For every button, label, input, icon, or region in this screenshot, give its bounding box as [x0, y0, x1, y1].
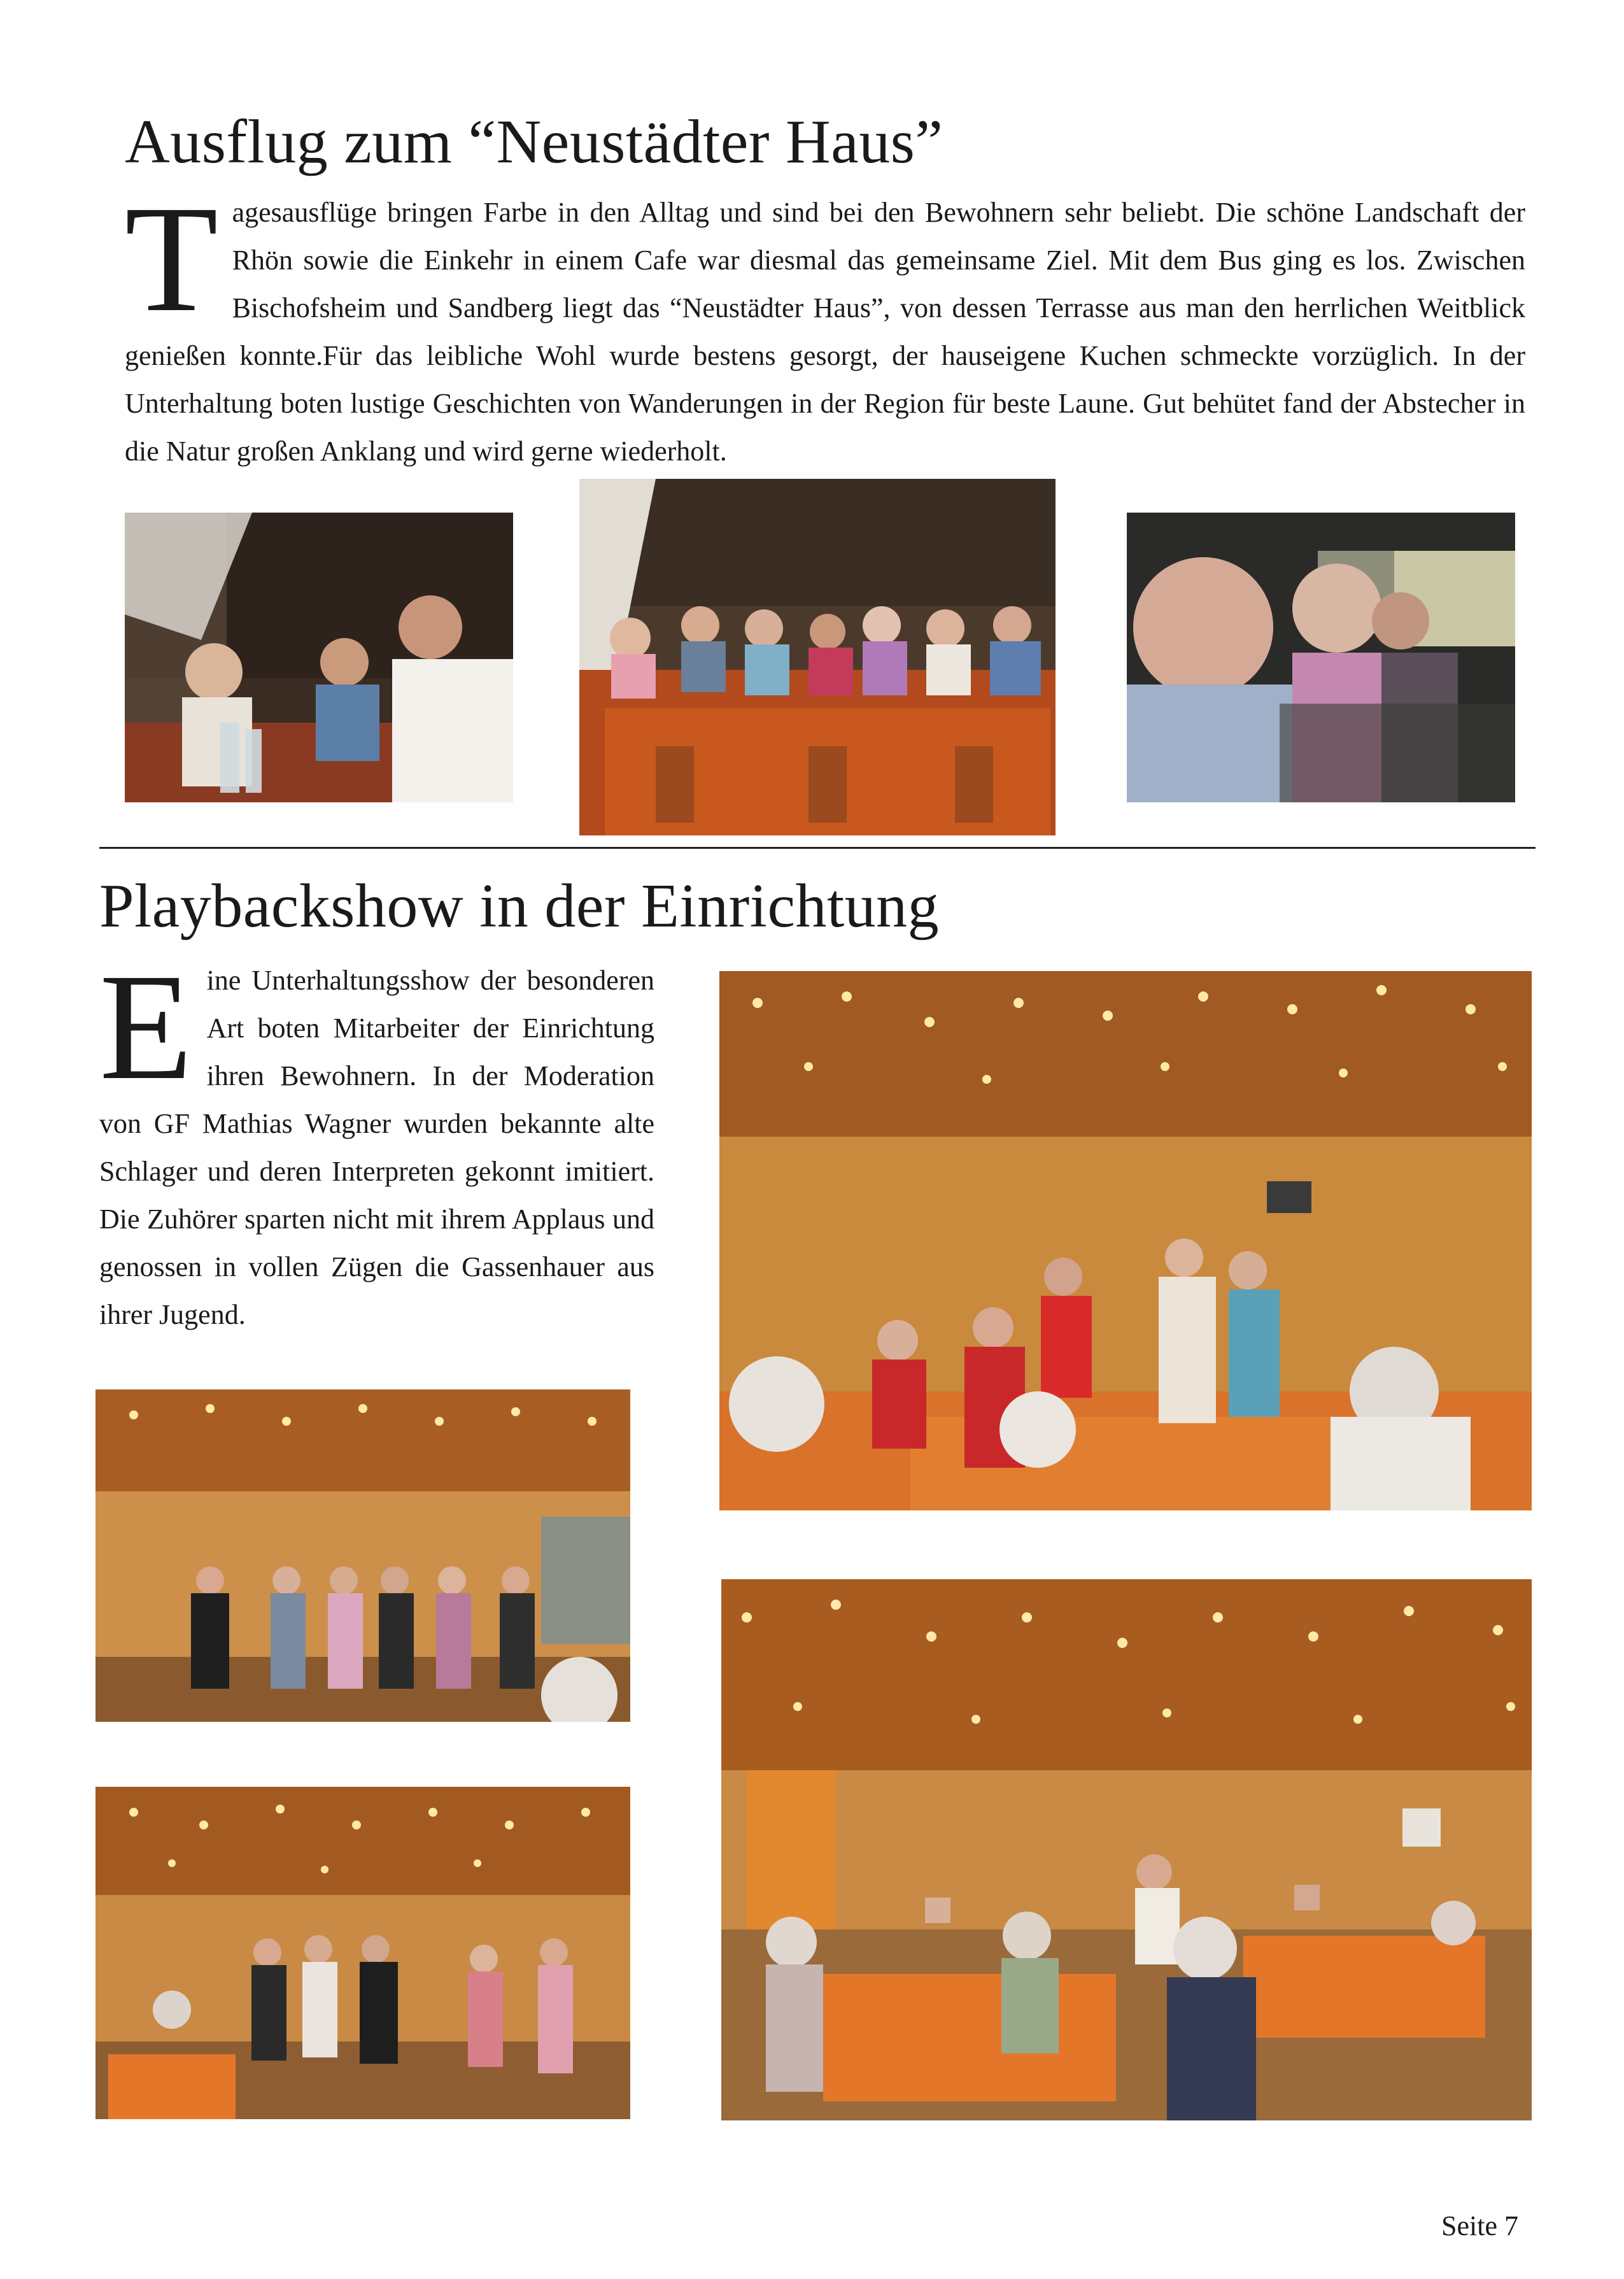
section-divider — [99, 847, 1536, 849]
article-2-dropcap: E — [99, 942, 193, 1111]
article-2-text: ine Unterhaltungsshow der besonderen Art boten Mitarbeiter der Einrichtung ihren Bewohnern. In der Moderation von GF Mathias Wagner wurden bekannte alte Schlager und deren Interpreten gekonnt imitiert. Die Zuhörer sparten nicht mit ihrem Applaus und genossen in vollen Zügen die Gassenhauer aus ihrer Jugend. — [99, 965, 654, 1330]
photo-dancing-hall — [95, 1787, 630, 2119]
article-1-title: Ausflug zum “Neustädter Haus” — [125, 108, 943, 176]
page-number: Seite 7 — [1441, 2210, 1518, 2241]
article-2-title: Playbackshow in der Einrichtung — [99, 872, 940, 941]
photo-audience-hall — [721, 1579, 1532, 2120]
photo-show-performers — [719, 971, 1532, 1510]
article-2-body — [99, 942, 654, 1338]
article-1-text: agesausflüge bringen Farbe in den Alltag und sind bei den Bewohnern sehr beliebt. Die schöne Landschaft der Rhön sowie die Einkehr in einem Cafe war diesmal das gemeinsame Ziel. Mit dem Bus ging es los. Zwischen Bischofsheim und Sandberg liegt das “Neustädter Haus”, von dessen Terrasse aus man den herrlichen Weitblick genießen konnte.Für das leibliche Wohl wurde bestens gesorgt, der hauseigene Kuchen schmeckte vorzüglich. In der Unterhaltung boten lustige Geschichten von Wanderungen in der Region für beste Laune. Gut behütet fand der Abstecher in die Natur großen Anklang und wird gerne wiederholt. — [125, 197, 1525, 467]
photo-show-stage — [95, 1389, 630, 1722]
photo-terrace-table — [125, 513, 513, 802]
photo-group-table — [579, 479, 1056, 835]
article-1-dropcap: T — [125, 174, 218, 343]
article-1-body — [125, 174, 1525, 475]
photo-bus-passengers — [1127, 513, 1515, 802]
